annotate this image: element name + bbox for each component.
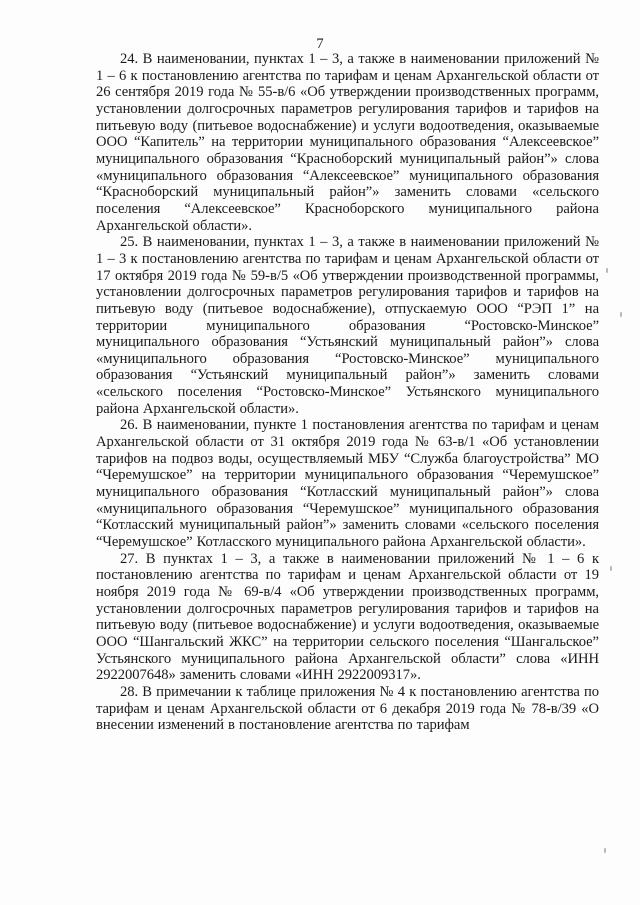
paragraph-27: 27. В пунктах 1 – 3, а также в наименовании приложений № 1 – 6 к постановлению агентства по тарифам и ценам Архангельской области от 19 ноября 2019 года № 69-в/4 «Об утверждении производственных программ, установлении долгосрочных параметров регулирования тарифов и тарифов на питьевую воду (питьевое водоснабжение) и услуги водоотведения, оказываемые ООО “Шангальский ЖКС” на территории сельского поселения “Шангальское” Устьянского муниципального района Архангельской области” слова «ИНН 2922007648» заменить словами «ИНН 2922009317». [96, 550, 599, 684]
scan-speck [610, 566, 612, 571]
paragraph-26: 26. В наименовании, пункте 1 постановления агентства по тарифам и ценам Архангельской области от 31 октября 2019 года № 63-в/1 «Об установлении тарифов на подвоз воды, осуществляемый МБУ “Служба благоустройства” МО “Черемушское” на территории муниципального образования “Черемушское” муниципального образования “Котласский муниципальный район”» слова «муниципального образования “Черемушское” муниципального образования “Котласский муниципальный район”» заменить словами «сельского поселения “Черемушское” Котласского муниципального района Архангельской области». [96, 417, 599, 551]
scan-speck [604, 848, 606, 853]
paragraph-24: 24. В наименовании, пунктах 1 – 3, а также в наименовании приложений № 1 – 6 к постановлению агентства по тарифам и ценам Архангельской области от 26 сентября 2019 года № 55-в/6 «Об утверждении производственных программ, установлении долгосрочных параметров регулирования тарифов и тарифов на питьевую воду (питьевое водоснабжение) и услуги водоотведения, оказываемые ООО “Капитель” на территории муниципального образования “Алексеевское” муниципального образования “Красноборский муниципальный район”» слова «муниципального образования “Алексеевское” муниципального образования “Красноборский муниципальный район”» заменить словами «сельского поселения “Алексеевское” Красноборского муниципального района Архангельской области». [96, 51, 599, 234]
page-number: 7 [316, 36, 324, 52]
paragraph-25: 25. В наименовании, пунктах 1 – 3, а также в наименовании приложений № 1 – 3 к постановлению агентства по тарифам и ценам Архангельской области от 17 октября 2019 года № 59-в/5 «Об утверждении производственной программы, установлении долгосрочных параметров регулирования тарифов и тарифов на питьевую воду (питьевое водоснабжение), отпускаемую ООО “РЭП 1” на территории муниципального образования “Ростовско-Минское” муниципального образования “Устьянский муниципальный район”» слова «муниципального образования “Ростовско-Минское” муниципального образования “Устьянский муниципальный район”» заменить словами «сельского поселения “Ростовско-Минское” Устьянского муниципального района Архангельской области». [96, 234, 599, 417]
scan-speck [606, 268, 608, 273]
scan-speck [620, 312, 622, 317]
paragraph-28: 28. В примечании к таблице приложения № 4 к постановлению агентства по тарифам и ценам Архангельской области от 6 декабря 2019 года № 78-в/39 «О внесении изменений в постановление агентства по тарифам [96, 683, 599, 734]
document-body [96, 51, 599, 734]
